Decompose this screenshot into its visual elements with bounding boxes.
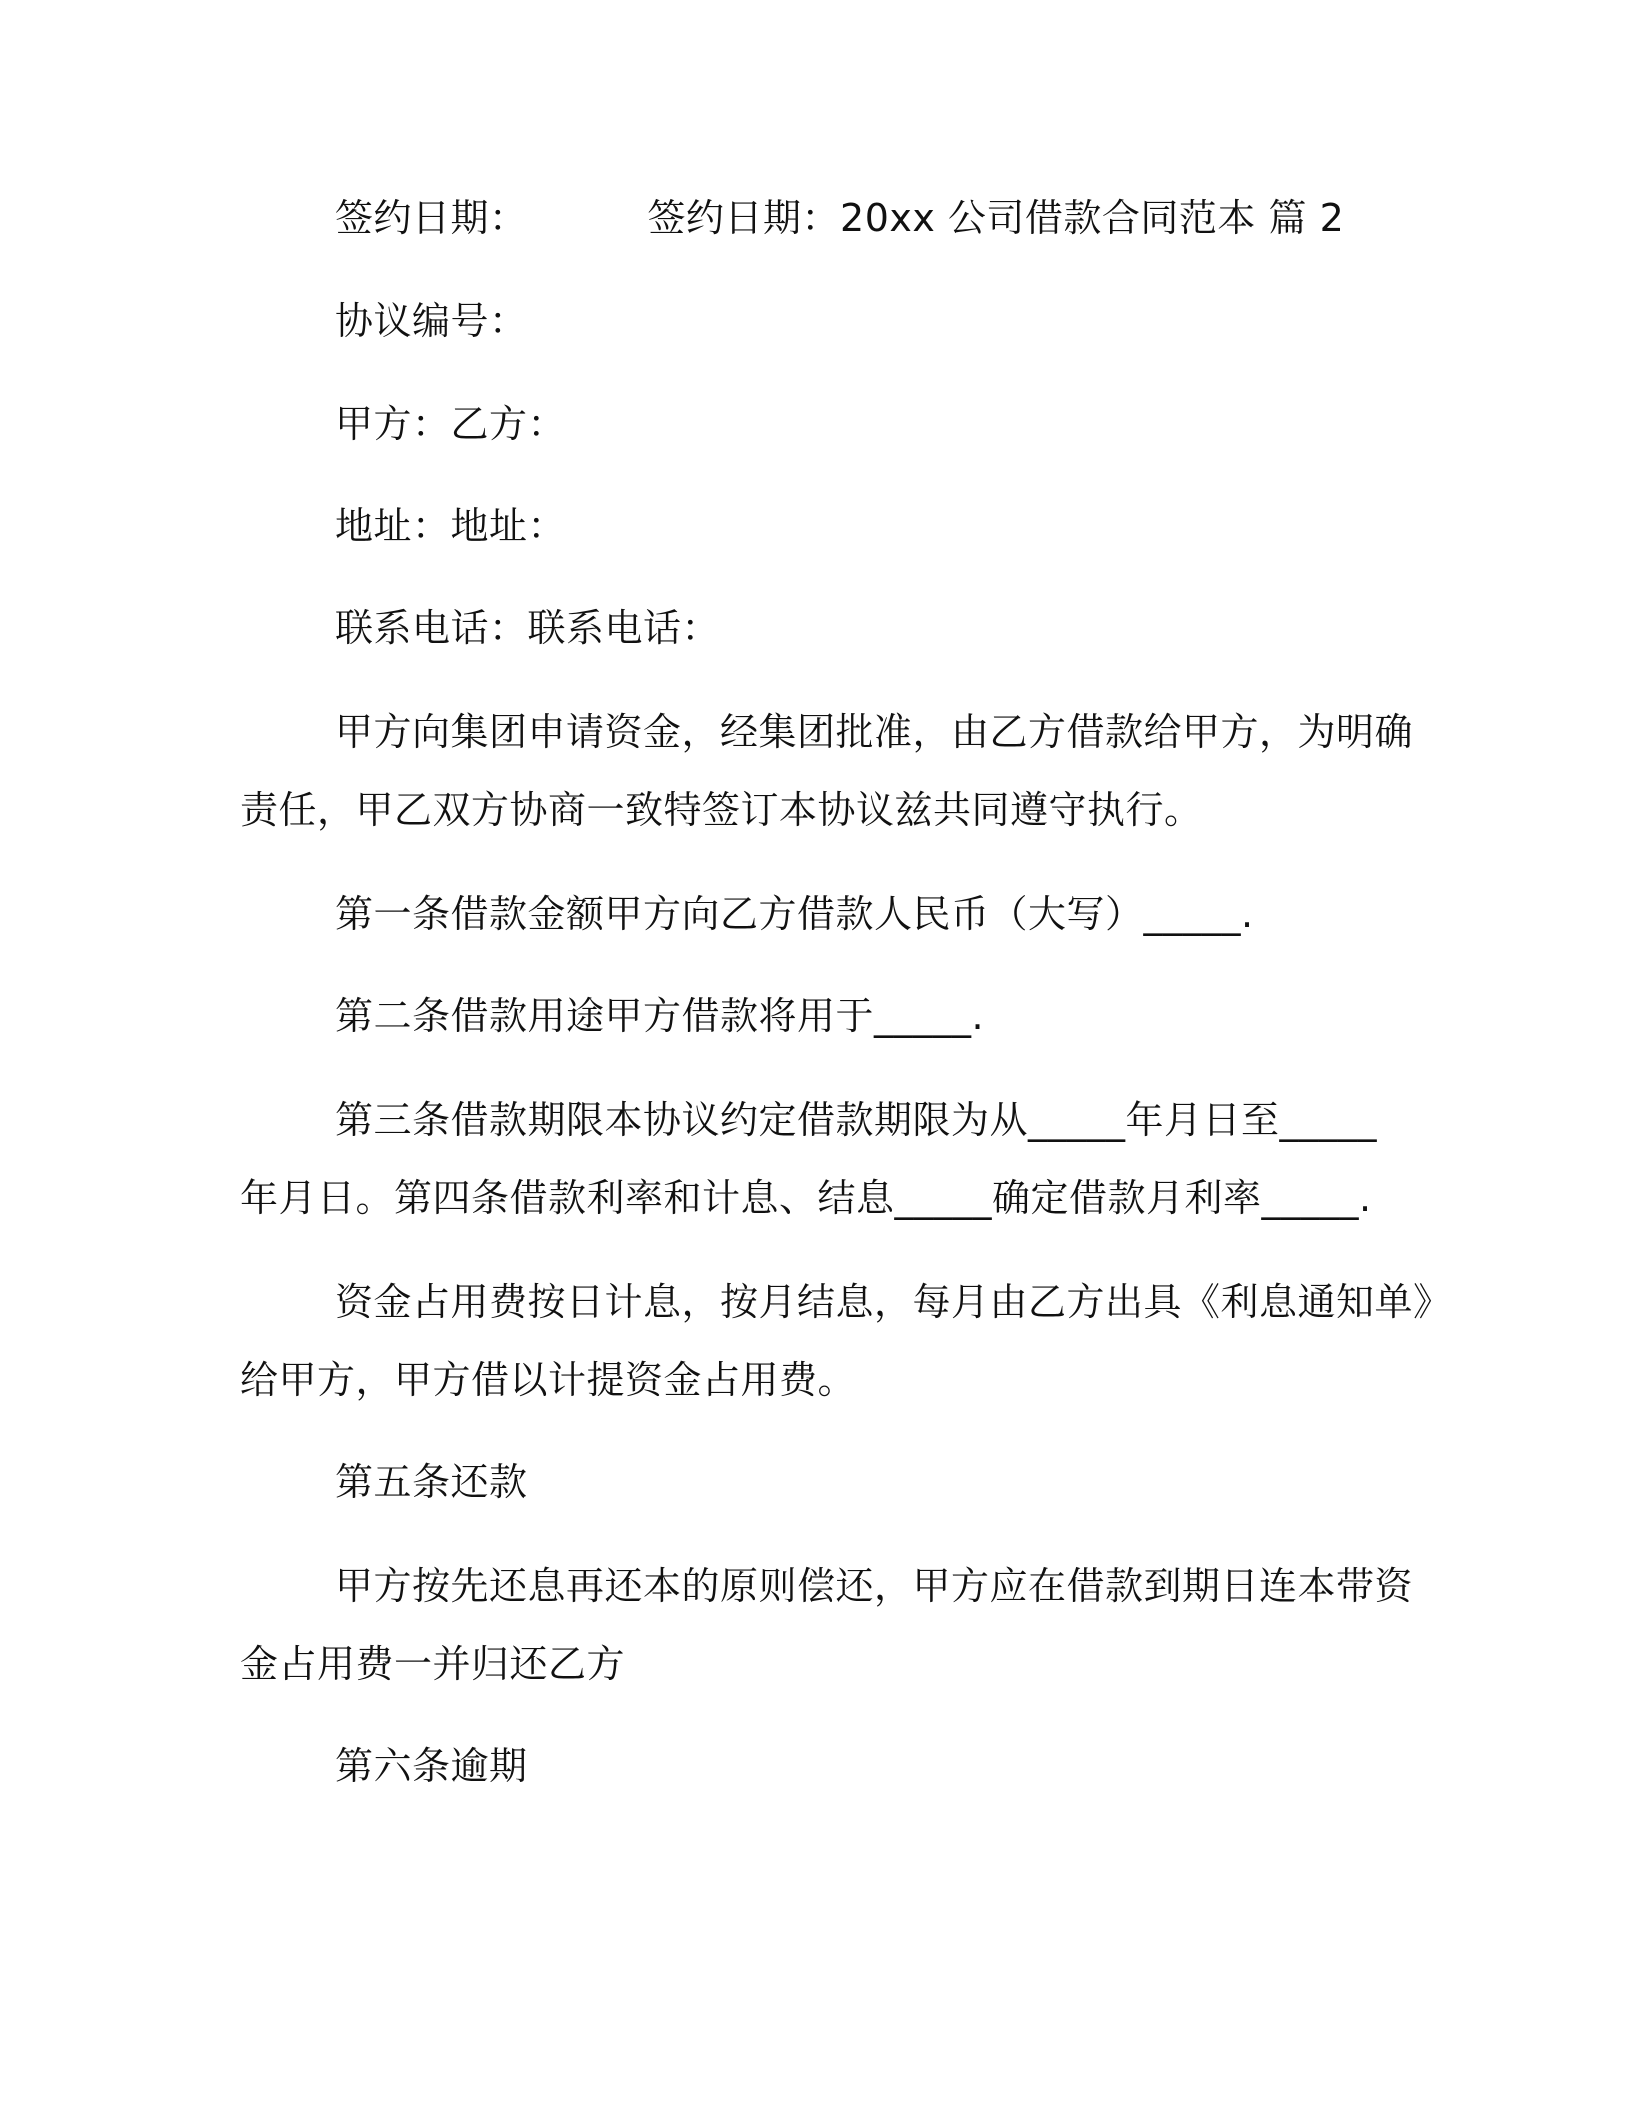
- phone-line: 联系电话：联系电话：: [335, 606, 721, 650]
- article-2-loan-purpose: 第二条借款用途甲方借款将用于_____.: [335, 994, 985, 1038]
- signing-date-label: 签约日期：: [335, 196, 528, 240]
- party-line: 甲方：乙方：: [335, 402, 567, 446]
- intro-paragraph-line-2: 责任，甲乙双方协商一致特签订本协议兹共同遵守执行。: [240, 788, 1203, 832]
- intro-paragraph-line-1: 甲方向集团申请资金，经集团批准，由乙方借款给甲方，为明确: [335, 710, 1414, 754]
- repayment-paragraph-line-2: 金占用费一并归还乙方: [240, 1642, 626, 1686]
- article-5-heading: 第五条还款: [335, 1460, 528, 1504]
- interest-paragraph-line-2: 给甲方，甲方借以计提资金占用费。: [240, 1358, 857, 1402]
- signing-date-title: 签约日期：20xx 公司借款合同范本 篇 2: [647, 196, 1345, 240]
- interest-paragraph-line-1: 资金占用费按日计息，按月结息，每月由乙方出具《利息通知单》: [335, 1280, 1452, 1324]
- article-3-line-2: 年月日。第四条借款利率和计息、结息_____确定借款月利率_____.: [240, 1176, 1372, 1220]
- article-3-line-1: 第三条借款期限本协议约定借款期限为从_____年月日至_____: [335, 1098, 1378, 1142]
- signing-date-line: [335, 192, 1495, 244]
- article-6-heading: 第六条逾期: [335, 1744, 528, 1788]
- article-1-loan-amount: 第一条借款金额甲方向乙方借款人民币（大写）_____.: [335, 892, 1254, 936]
- address-line: 地址：地址：: [335, 504, 567, 548]
- agreement-number: 协议编号：: [335, 299, 528, 343]
- repayment-paragraph-line-1: 甲方按先还息再还本的原则偿还，甲方应在借款到期日连本带资: [335, 1564, 1414, 1608]
